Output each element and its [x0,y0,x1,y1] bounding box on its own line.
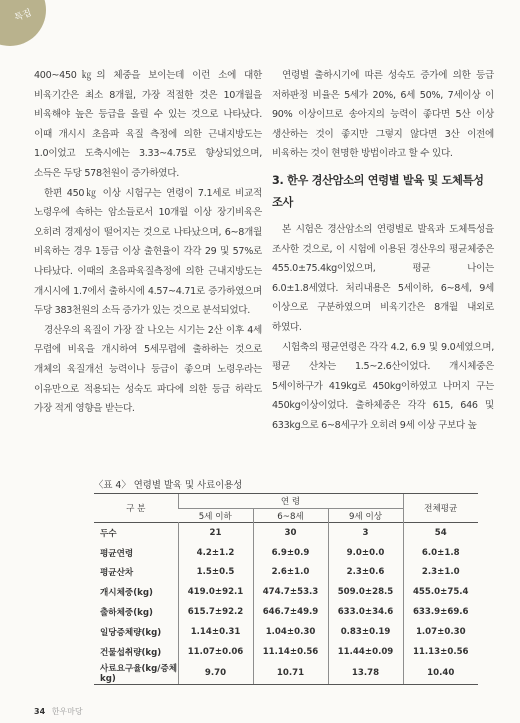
table-row [94,543,478,563]
table-row [94,602,478,622]
table-cell: 11.14±0.56 [253,642,328,662]
row-label: 건물섭취량(kg) [100,647,162,658]
table-cell: 9.70 [178,662,253,685]
table-cell: 633.0±34.6 [328,602,403,622]
table-cell: 2.3±1.0 [403,563,478,583]
table-cell: 419.0±92.1 [178,582,253,602]
publication-name: 한우마당 [51,707,83,716]
header-section: 구 분 [94,494,178,523]
paragraph: 400~450㎏의 체중을 보이는데 이런 소에 대한 비육기간은 최소 8개월, 가장 적절한 것은 10개월을 비육해야 높은 등급을 올릴 수 있는 것으로 나타났다. 이때 개시시 초음파 육질 측정에 의한 근내지방도는 1.0이었고 도축시에는 3.33~4.75로 향상되었으며, 소득은 두당 578천원이 증가하였다. [34,70,262,179]
paragraph: 연령별 출하시기에 따른 성숙도 증가에 의한 등급 저하판정 비율은 5세가 20%, 6세 50%, 7세이상 이 90% 이상이므로 송아지의 능력이 좋다면 5산 이상 생산하는 것이 좋지만 그렇지 않다면 3산 이전에 비육하는 것이 현명한 방법이라고 할 수 있다. [272,70,494,160]
right-column [272,66,494,436]
table-cell: 615.7±92.2 [178,602,253,622]
table-row [94,662,478,685]
paragraph: 본 시험은 경산암소의 연령별로 발육과 도체특성을 조사한 것으로, 이 시험에 이용된 경산우의 평균체중은 455.0±75.4kg이었으며, 평균 나이는 6.0±1.8세였다. 처리내용은 5세이하, 6~8세, 9세 이상으로 구분하였으며 비육기간은 8개월 내외로 하였다. [272,223,494,333]
table-cell: 646.7±49.9 [253,602,328,622]
table-cell: 2.6±1.0 [253,563,328,583]
table-cell: 13.78 [328,662,403,685]
table-cell: 4.2±1.2 [178,543,253,563]
paragraph: 시험축의 평균연령은 각각 4.2, 6.9 및 9.0세였으며, 평균 산차는 1.5~2.6산이었다. 개시체중은 5세이하구가 419kg로 450kg이하였고 나머지 구는 450kg이상이었다. 출하체중은 각각 615, 646 및 633kg으로 6~8세구가 오히려 9세 이상 구보다 높 [272,341,494,431]
table-cell: 11.44±0.09 [328,642,403,662]
row-label: 평균산차 [100,568,134,579]
row-label: 개시체중(kg) [100,588,153,599]
table-cell: 1.07±0.30 [403,622,478,642]
row-label: 사료요구율(kg/증체 kg) [94,662,178,685]
table-cell: 1.14±0.31 [178,622,253,642]
table-cell: 11.07±0.06 [178,642,253,662]
table-row [94,622,478,642]
table-cell: 21 [178,523,253,543]
section-heading: 3. 한우 경산암소의 연령별 발육 및 도체특성 조사 [272,173,484,209]
table-cell: 54 [403,523,478,543]
table-cell: 455.0±75.4 [403,582,478,602]
table-cell: 509.0±28.5 [328,582,403,602]
left-column [34,66,262,419]
row-label: 두수 [100,528,117,539]
table-caption: 〈표 4〉 연령별 발육 및 사료이용성 [94,480,243,491]
table-cell: 1.5±0.5 [178,563,253,583]
table-cell: 30 [253,523,328,543]
table-cell: 474.7±53.3 [253,582,328,602]
section-badge [0,0,46,46]
paragraph: 한편 450㎏ 이상 시험구는 연령이 7.1세로 비교적 노령우에 속하는 암소들로서 10개월 이상 장기비육은 오히려 경제성이 떨어지는 것으로 나타났으며, 6~8개월 비육하는 경우 1등급 이상 출현율이 각각 29 및 57%로 나타났다. 이때의 초음파육질측정에 의한 근내지방도는 개시시에 1.7에서 출하시에 4.57~4.71로 증가하였으며 두당 383천원의 소득 증가가 있는 것으로 분석되었다. [34,187,262,317]
header-age: 5세 이하 [178,509,253,523]
table-cell: 9.0±0.0 [328,543,403,563]
table-cell: 2.3±0.6 [328,563,403,583]
table-cell: 0.83±0.19 [328,622,403,642]
table-row [94,582,478,602]
header-age-group: 연 령 [178,494,403,509]
row-label: 일당증체량(kg) [100,627,162,638]
table-cell: 1.04±0.30 [253,622,328,642]
data-table [94,493,478,685]
table-cell: 10.71 [253,662,328,685]
table-row [94,563,478,583]
page-footer [34,706,83,717]
table-cell: 10.40 [403,662,478,685]
header-age: 9세 이상 [328,509,403,523]
header-age: 6~8세 [253,509,328,523]
section-badge-label: 특집 [13,8,34,24]
table-cell: 6.0±1.8 [403,543,478,563]
row-label: 평균연령 [100,548,134,559]
header-total: 전체평균 [403,494,478,523]
table-row [94,642,478,662]
paragraph: 경산우의 육질이 가장 잘 나오는 시기는 2산 이후 4세 무렵에 비육을 개시하여 5세무렵에 출하하는 것으로 개체의 육질개선 능력이나 등급이 좋으며 노령우라는 이유만으로 적용되는 성숙도 파다에 의한 등급 하락도 가장 적게 영향을 받는다. [34,324,262,415]
table-cell: 633.9±69.6 [403,602,478,622]
table-cell: 3 [328,523,403,543]
table-cell: 6.9±0.9 [253,543,328,563]
row-label: 출하체중(kg) [100,608,153,619]
table-cell: 11.13±0.56 [403,642,478,662]
table-row [94,523,478,543]
page-number: 34 [34,707,46,716]
